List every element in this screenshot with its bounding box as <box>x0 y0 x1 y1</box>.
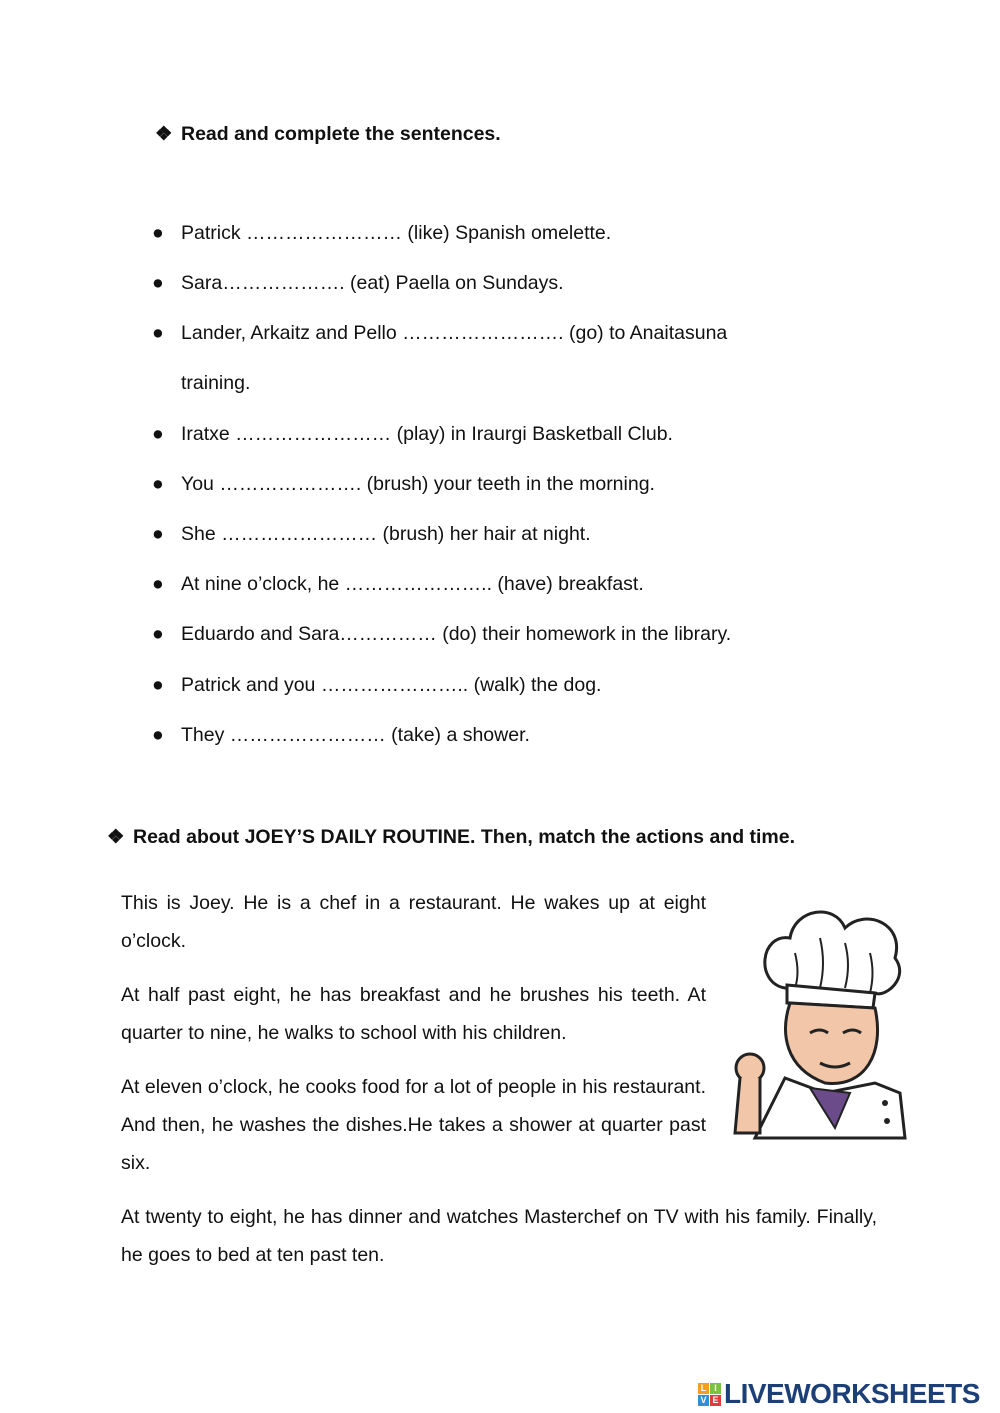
sentence-item: ● Patrick …………………… (like) Spanish omelette. <box>152 222 612 244</box>
paragraph: At half past eight, he has breakfast and he brushes his teeth. At quarter to nine, he walks to school with his children. <box>121 984 706 1044</box>
liveworksheets-logo <box>698 1378 980 1410</box>
sentence-item: ● Sara………………. (eat) Paella on Sundays. <box>152 272 564 294</box>
section1-heading: ❖ Read and complete the sentences. <box>155 123 501 145</box>
paragraph: At twenty to eight, he has dinner and watches Masterchef on TV with his family. Finally, he goes to bed at ten past ten. <box>121 1206 877 1266</box>
sentence-item: ● Patrick and you ………………….. (walk) the dog. <box>152 674 602 696</box>
sentence-item: ● At nine o’clock, he ………………….. (have) breakfast. <box>152 573 644 595</box>
logo-text: LIVEWORKSHEETS <box>724 1378 980 1409</box>
sentence-item: ● Iratxe …………………… (play) in Iraurgi Basketball Club. <box>152 423 673 445</box>
sentence-item: ● She …………………… (brush) her hair at night. <box>152 523 591 545</box>
chef-illustration <box>725 893 910 1143</box>
sentence-item: ● You …………………. (brush) your teeth in the morning. <box>152 473 655 495</box>
paragraph: This is Joey. He is a chef in a restaurant. He wakes up at eight o’clock. <box>121 892 706 952</box>
diamond-bullet-icon: ❖ <box>155 123 173 145</box>
sentence-item: ● Lander, Arkaitz and Pello ……………………. (go) to Anaitasuna <box>152 322 728 344</box>
sentence-continuation: training. <box>181 372 251 394</box>
paragraph: At eleven o’clock, he cooks food for a lot of people in his restaurant. And then, he washes the dishes.He takes a shower at quarter past six. <box>121 1076 706 1174</box>
diamond-bullet-icon: ❖ <box>107 826 125 848</box>
logo-squares-icon: L I V E <box>698 1383 721 1406</box>
sentence-item: ● Eduardo and Sara…………… (do) their homework in the library. <box>152 623 732 645</box>
section2-heading: ❖ Read about JOEY’S DAILY ROUTINE. Then, match the actions and time. <box>107 826 796 848</box>
sentence-item: ● They …………………… (take) a shower. <box>152 724 530 746</box>
